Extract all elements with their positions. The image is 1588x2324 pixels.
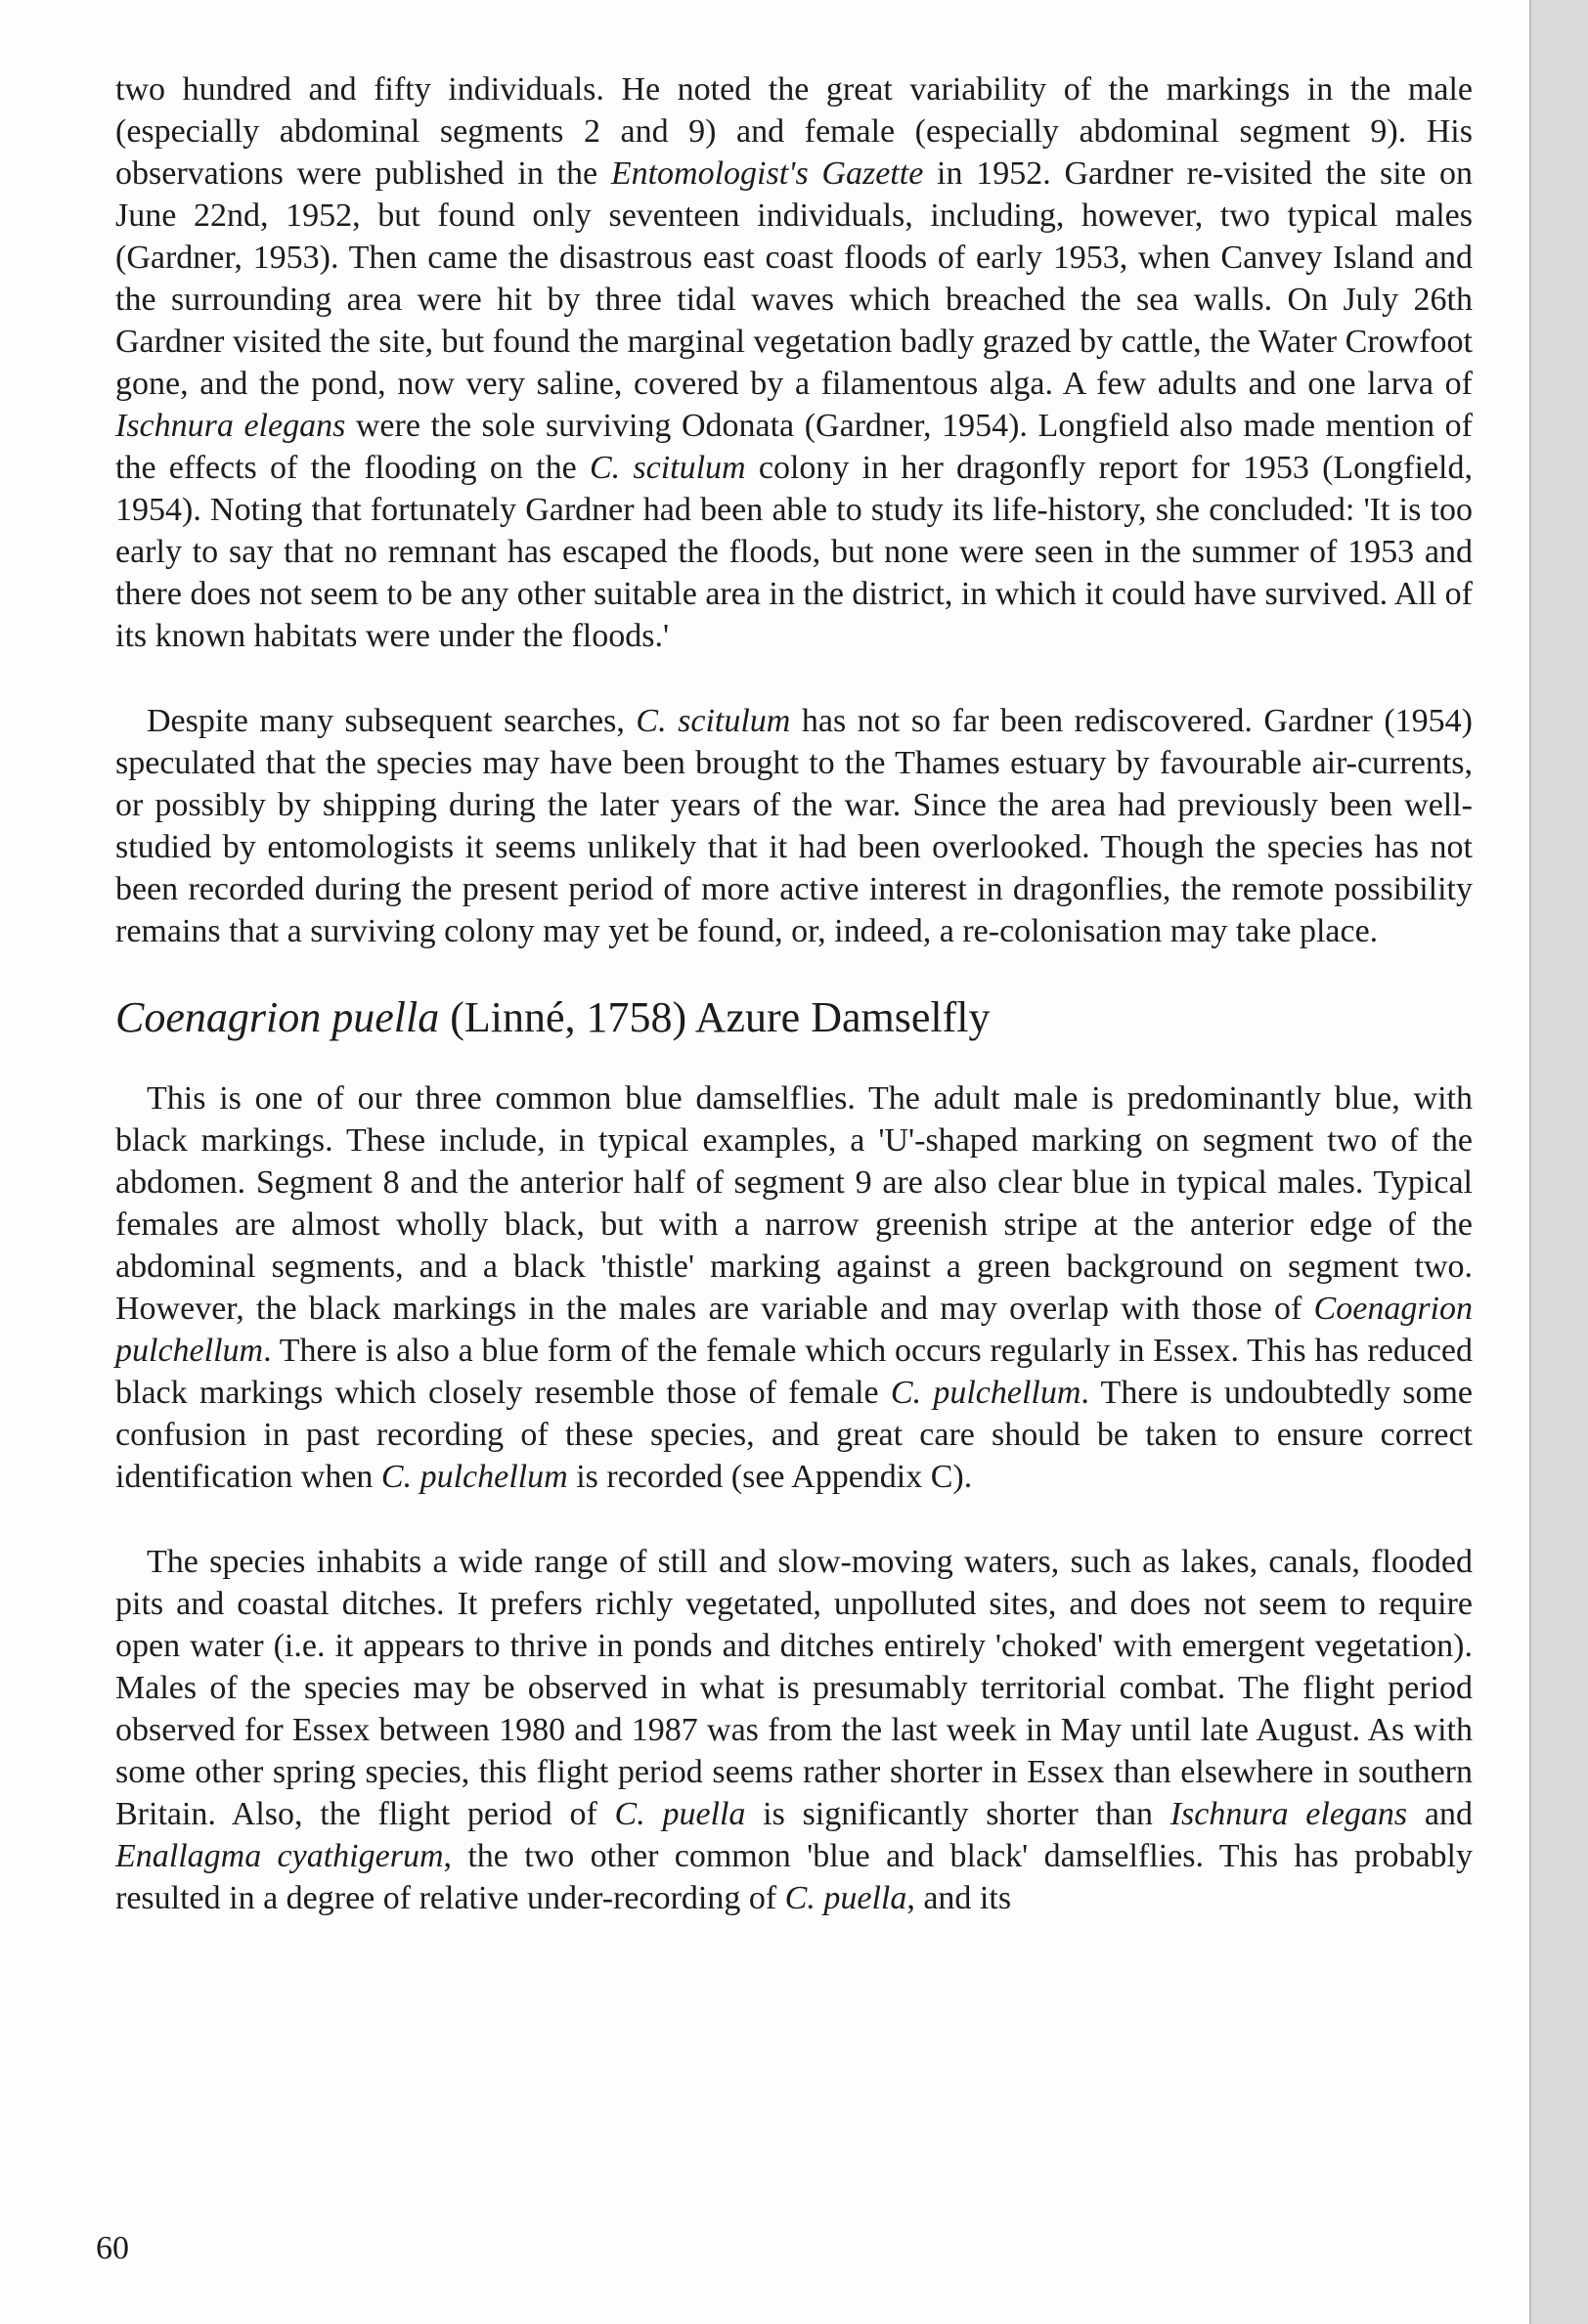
paragraph-habitat: The species inhabits a wide range of still and slow-moving waters, such as lakes, canals, flooded pits and coastal ditches. It prefers richly vegetated, unpolluted sites, and does not seem to require open water (i.e. it appears to thrive in ponds and ditches entirely 'choked' with emergent vegetation). Males of the species may be observed in what is presumably territorial combat. The flight period observed for Essex between 1980 and 1987 was from the last week in May until late August. As with some other spring species, this flight period seems rather shorter in Essex than elsewhere in southern Britain. Also, the flight period of C. puella is significantly shorter than Ischnura elegans and Enallagma cyathigerum, the two other common 'blue and black' damselflies. This has probably resulted in a degree of relative under-recording of C. puella, and its — [115, 1544, 1473, 1916]
species-heading: Coenagrion puella (Linné, 1758) Azure Damselfly — [115, 993, 991, 1041]
page-edge — [1529, 0, 1588, 2324]
page-content — [115, 68, 1473, 1919]
paragraph-description: This is one of our three common blue damselflies. The adult male is predominantly blue, with black markings. These include, in typical examples, a 'U'-shaped marking on segment two of the abdomen. Segment 8 and the anterior half of segment 9 are also clear blue in typical males. Typical females are almost wholly black, but with a narrow greenish stripe at the anterior edge of the abdominal segments, and a black 'thistle' marking against a green background on segment two. However, the black markings in the males are variable and may overlap with those of Coenagrion pulchellum. There is also a blue form of the female which occurs regularly in Essex. This has reduced black markings which closely resemble those of female C. pulchellum. There is undoubtedly some confusion in past recording of these species, and great care should be taken to ensure correct identification when C. pulchellum is recorded (see Appendix C). — [115, 1080, 1474, 1495]
paragraph-rediscovery: Despite many subsequent searches, C. scitulum has not so far been rediscovered. Gardner (1954) speculated that the species may have been brought to the Thames estuary by favourable air-currents, or possibly by shipping during the later years of the war. Since the area had previously been well-studied by entomologists it seems unlikely that it had been overlooked. Though the species has not been recorded during the present period of more active interest in dragonflies, the remote possibility remains that a surviving colony may yet be found, or, indeed, a re-colonisation may take place. — [115, 703, 1473, 949]
paragraph-continued: two hundred and fifty individuals. He noted the great variability of the markings in the male (especially abdominal segments 2 and 9) and female (especially abdominal segment 9). His observations were published in the Entomologist's Gazette in 1952. Gardner re-visited the site on June 22nd, 1952, but found only seventeen individuals, including, however, two typical males (Gardner, 1953). Then came the disastrous east coast floods of early 1953, when Canvey Island and the surrounding area were hit by three tidal waves which breached the sea walls. On July 26th Gardner visited the site, but found the marginal vegetation badly grazed by cattle, the Water Crowfoot gone, and the pond, now very saline, covered by a filamentous alga. A few adults and one larva of Ischnura elegans were the sole surviving Odonata (Gardner, 1954). Longfield also made mention of the effects of the flooding on the C. scitulum colony in her dragonfly report for 1953 (Longfield, 1954). Noting that fortunately Gardner had been able to study its life-history, she concluded: 'It is too early to say that no remnant has escaped the floods, but none were seen in the summer of 1953 and there does not seem to be any other suitable area in the district, in which it could have survived. All of its known habitats were under the floods.' — [115, 71, 1473, 654]
page-number: 60 — [96, 2230, 129, 2266]
